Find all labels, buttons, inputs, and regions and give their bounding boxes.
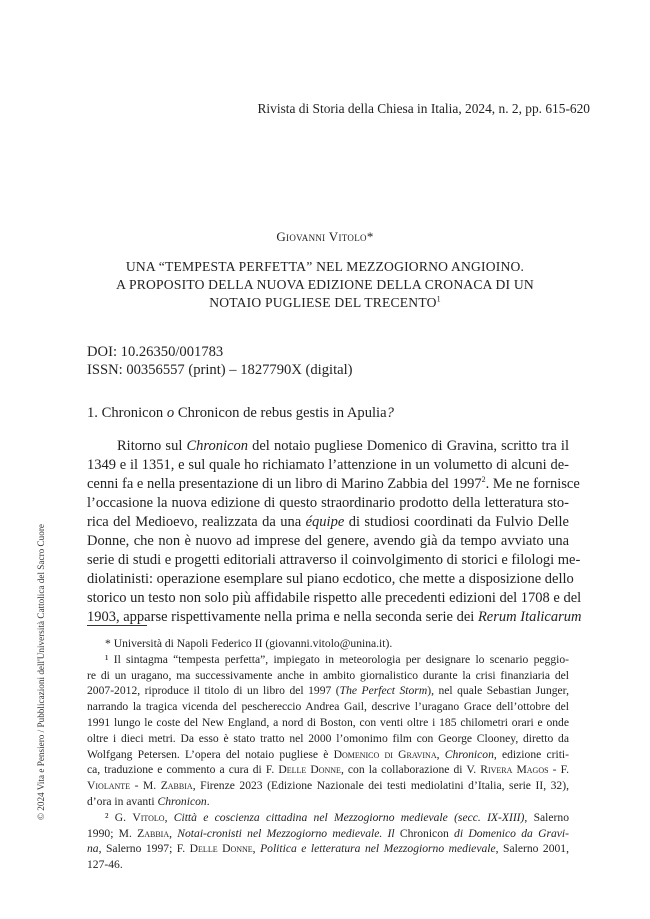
footnote-line: na, Salerno 1997; F. Delle Donne, Politica e letteratura nel Mezzogiorno medievale, Salerno 2001, [87,842,569,856]
footnote-line: ¹ Il sintagma “tempesta perfetta”, impiegato in meteorologia per designare lo scenario peggio- [105,652,569,666]
body-line: cenni fa e nella presentazione di un libro di Marino Zabbia del 1997$^2$. Me ne fornisce [87,475,580,492]
footnote-line: ca, traduzione e commento a cura di F. Delle Donne, con la collaborazione di V. Rivera Magos - F. [87,763,569,777]
doi: DOI: 10.26350/001783 [87,344,224,360]
footnote-line: Violante - M. Zabbia, Firenze 2023 (Edizione Nazionale dei testi mediolatini d’Italia, serie II, 32), [87,779,569,793]
footnote-line: 1991 lungo le coste del New England, a nord di Boston, con venti oltre i 185 chilometri orari e onde [87,715,569,729]
section-title-qmark: ? [386,405,394,421]
title-line-3-text: NOTAIO PUGLIESE DEL TRECENTO [209,295,437,310]
section-number: 1. [87,405,98,421]
copyright-sidebar: © 2024 Vita e Pensiero / Pubblicazioni dell'Università Cattolica del Sacro Cuore [36,524,46,820]
title-footnote-ref: 1 [436,294,441,304]
footnote-affiliation: * Università di Napoli Federico II (giovanni.vitolo@unina.it). [105,637,393,650]
body-line: diolatinisti: operazione esemplare sul piano ecdotico, che mette a disposizione dello [87,571,574,587]
body-line: l’occasione la nuova edizione di questo straordinario prodotto della letteratura sto- [87,495,569,511]
section-title-part1: Chronicon [101,405,164,421]
section-title-part2: Chronicon de rebus gestis in Apulia [177,405,387,421]
author-text: Giovanni Vitolo [276,229,367,244]
footnote-line: d’ora in avanti Chronicon. [87,794,210,808]
section-heading [87,404,394,422]
body-line: 1349 e il 1351, e sul quale ho richiamato l’attenzione in un volumetto di alcuni de- [87,457,569,473]
title-line-1: UNA “TEMPESTA PERFETTA” NEL MEZZOGIORNO ANGIOINO. [125,259,525,274]
section-title-conjunction: o [166,405,175,421]
footnotes [87,636,569,873]
footnote-ref-2: 2 [481,475,486,485]
footnote-line: re di un uragano, ma successivamente anche in ambito giornalistico durante la crisi finanziaria del [87,668,569,682]
running-header: Rivista di Storia della Chiesa in Italia, 2024, n. 2, pp. 615-620 [257,101,590,116]
issn: ISSN: 00356557 (print) – 1827790X (digital) [87,362,353,378]
footnote-line: 127-46. [87,858,123,872]
body-paragraph [87,437,582,627]
body-line: serie di studi e progetti editoriali attraverso il coinvolgimento di storici e filologi me- [87,552,581,568]
footnote-line: narrando la tragica vicenda del peschereccio Andrea Gail, descrive l’uragano Grace dell’ottobre del [87,700,569,714]
title-line-2: A PROPOSITO DELLA NUOVA EDIZIONE DELLA CRONACA DI UN [116,277,534,292]
body-line: storico un testo non solo più affidabile rispetto alle precedenti edizioni del 1708 e del [87,590,582,606]
body-line: Donne, che non è nuovo ad imprese del genere, avendo già da tempo avviato una [87,533,569,549]
author-footnote-mark: * [366,229,374,244]
footnote-line: oltre i dieci metri. Da esso è stato tratto nel 2000 l’omonimo film con George Clooney, diretto da [87,731,569,745]
footnote-line: Wolfgang Petersen. L’opera del notaio pugliese è Domenico di Gravina, Chronicon, edizione criti- [87,747,569,761]
title-line-3 [60,294,590,312]
footnote-line: 2007-2012, riproduce il titolo di un libro del 1997 (The Perfect Storm), nel quale Sebastian Junger, [87,684,569,698]
article-identifiers [87,343,353,379]
article-title [60,258,590,312]
body-line: Ritorno sul Chronicon del notaio pugliese Domenico di Gravina, scritto tra il [117,438,569,454]
author-name [0,229,650,245]
body-line: rica del Medioevo, realizzata da una équipe di studiosi coordinati da Fulvio Delle [87,514,569,530]
footnote-line: ² G. Vitolo, Città e coscienza cittadina nel Mezzogiorno medievale (secc. IX-XIII), Salerno [105,810,570,824]
footnote-line: 1990; M. Zabbia, Notai-cronisti nel Mezzogiorno medievale. Il Chronicon di Domenico da Gravi- [87,826,569,840]
body-line: 1903, apparse rispettivamente nella prima e nella seconda serie dei Rerum Italicarum [87,609,582,625]
footnote-divider [87,625,147,626]
